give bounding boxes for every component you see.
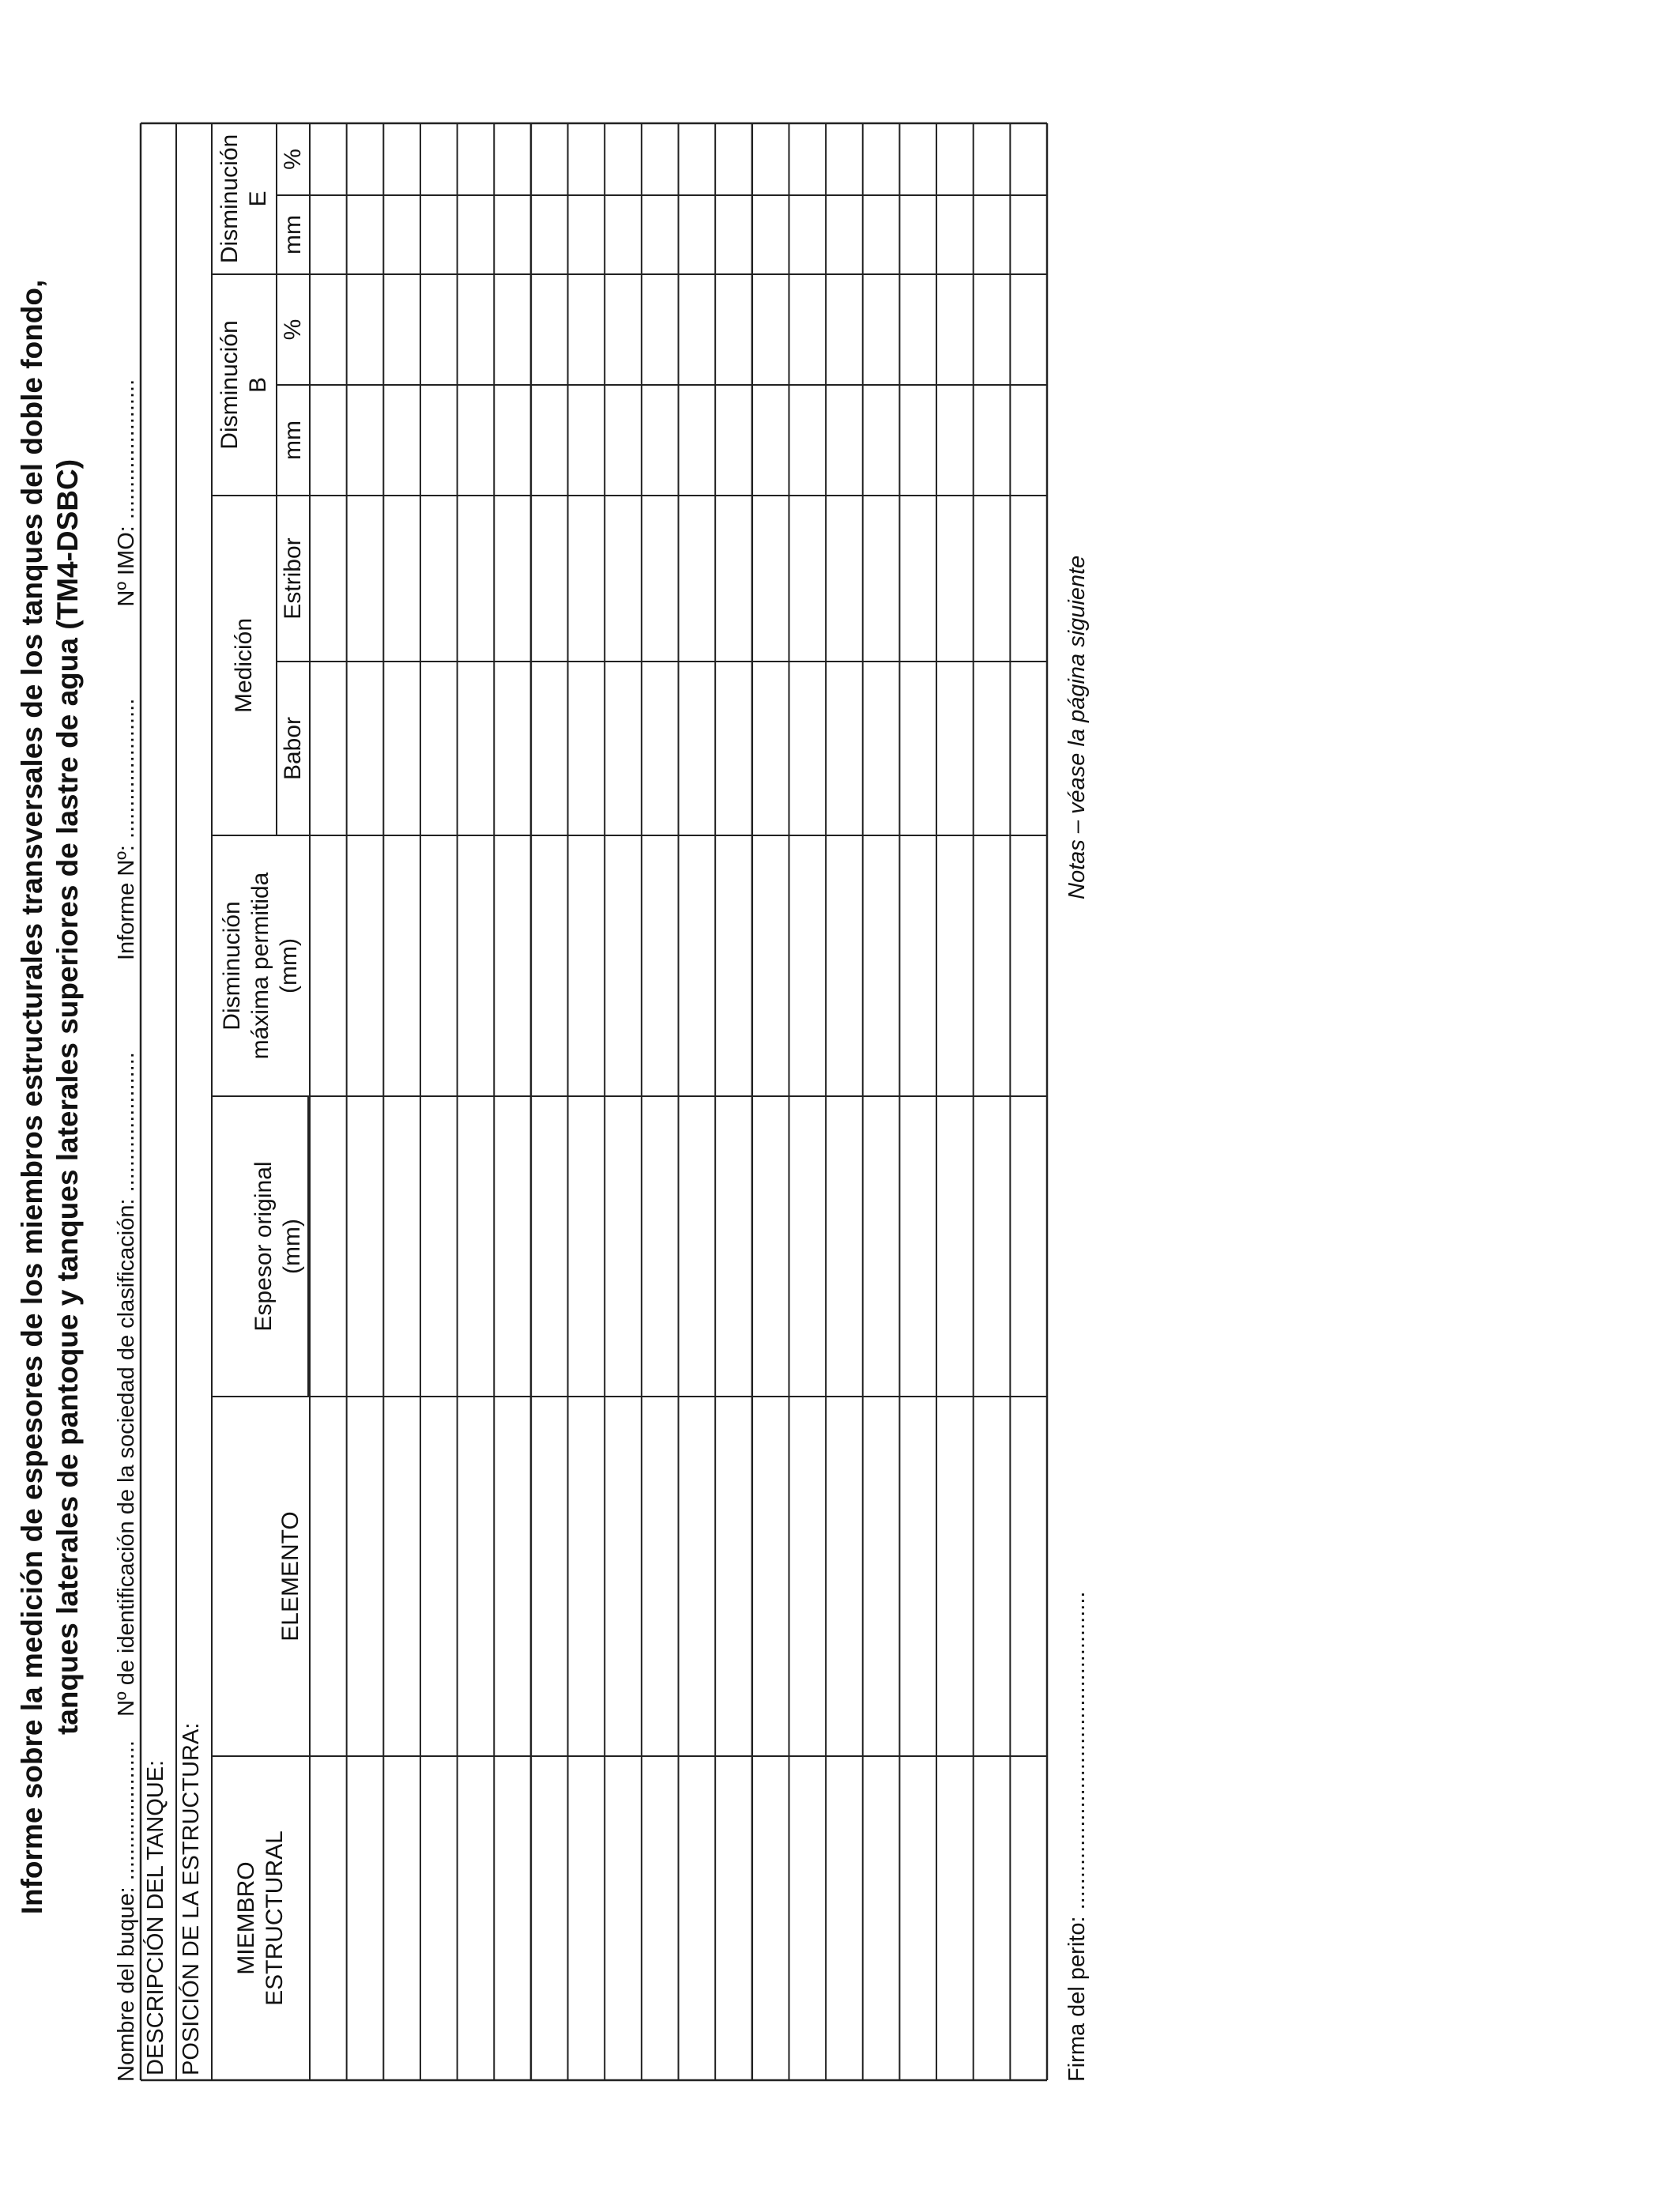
table-cell[interactable]: [974, 835, 1011, 1096]
table-cell[interactable]: [863, 123, 900, 195]
table-cell[interactable]: [642, 385, 679, 496]
table-cell[interactable]: [531, 1756, 568, 2080]
table-cell[interactable]: [936, 1397, 974, 1756]
table-cell[interactable]: [494, 274, 531, 385]
table-cell[interactable]: [899, 662, 936, 835]
table-cell[interactable]: [347, 274, 384, 385]
table-cell[interactable]: [936, 835, 974, 1096]
table-cell[interactable]: [974, 662, 1011, 835]
table-cell[interactable]: [679, 1756, 716, 2080]
table-cell[interactable]: [899, 123, 936, 195]
table-cell[interactable]: [568, 195, 605, 274]
table-cell[interactable]: [974, 1397, 1011, 1756]
table-cell[interactable]: [826, 195, 863, 274]
table-cell[interactable]: [1010, 123, 1047, 195]
table-cell[interactable]: [420, 1096, 458, 1397]
title-line-1: Informe sobre la medición de espesores de los miembros estructurales transversales de los tanques del doble fondo,: [16, 279, 48, 1915]
table-cell[interactable]: [605, 1096, 642, 1397]
table-cell[interactable]: [826, 123, 863, 195]
structure-position-label: POSICIÓN DE LA ESTRUCTURA:: [179, 1722, 204, 2075]
table-cell[interactable]: [899, 496, 936, 662]
table-cell[interactable]: [383, 1397, 420, 1756]
table-cell[interactable]: [420, 195, 458, 274]
table-cell[interactable]: [974, 496, 1011, 662]
table-cell[interactable]: [826, 496, 863, 662]
class-id-field[interactable]: ......................: [114, 1052, 139, 1193]
table-cell[interactable]: [826, 835, 863, 1096]
table-cell[interactable]: [974, 385, 1011, 496]
table-cell[interactable]: [1010, 496, 1047, 662]
table-cell[interactable]: [383, 662, 420, 835]
col-header-max-decrease: Disminución máxima permitida (mm): [219, 872, 302, 1060]
table-cell[interactable]: [752, 496, 789, 662]
table-cell[interactable]: [974, 1756, 1011, 2080]
table-cell[interactable]: [1010, 1096, 1047, 1397]
report-number-label: Informe Nº:: [114, 845, 139, 961]
table-cell[interactable]: [752, 1397, 789, 1756]
table-cell[interactable]: [752, 1096, 789, 1397]
table-cell[interactable]: [826, 1096, 863, 1397]
notes-reference: Notas – véase la página siguiente: [1064, 555, 1090, 899]
table-cell[interactable]: [531, 1096, 568, 1397]
table-cell[interactable]: [605, 195, 642, 274]
table-cell[interactable]: [494, 662, 531, 835]
table-cell[interactable]: [310, 123, 347, 195]
table-cell[interactable]: [310, 1756, 347, 2080]
table-cell[interactable]: [679, 1397, 716, 1756]
table-cell[interactable]: [826, 1397, 863, 1756]
table-cell[interactable]: [789, 662, 826, 835]
table-cell[interactable]: [383, 835, 420, 1096]
table-cell[interactable]: [494, 195, 531, 274]
imo-number-label: Nº IMO:: [114, 526, 139, 607]
table-cell[interactable]: [1010, 835, 1047, 1096]
table-cell[interactable]: [458, 1756, 495, 2080]
table-cell[interactable]: [1010, 195, 1047, 274]
table-cell[interactable]: [383, 195, 420, 274]
signature-field[interactable]: ..................................................: [1064, 1591, 1090, 1910]
table-cell[interactable]: [752, 835, 789, 1096]
table-cell[interactable]: [383, 1096, 420, 1397]
table-cell[interactable]: [789, 835, 826, 1096]
table-cell[interactable]: [715, 1756, 752, 2080]
table-cell[interactable]: [568, 1397, 605, 1756]
table-cell[interactable]: [605, 123, 642, 195]
table-cell[interactable]: [679, 123, 716, 195]
table-cell[interactable]: [642, 1397, 679, 1756]
table-cell[interactable]: [347, 835, 384, 1096]
table-cell[interactable]: [458, 195, 495, 274]
table-cell[interactable]: [789, 274, 826, 385]
table-cell[interactable]: [679, 1096, 716, 1397]
table-cell[interactable]: [531, 835, 568, 1096]
table-cell[interactable]: [310, 195, 347, 274]
signature-label: Firma del perito:: [1064, 1916, 1090, 2082]
table-cell[interactable]: [458, 662, 495, 835]
table-cell[interactable]: [789, 385, 826, 496]
table-cell[interactable]: [679, 195, 716, 274]
table-cell[interactable]: [347, 1397, 384, 1756]
table-cell[interactable]: [605, 662, 642, 835]
table-cell[interactable]: [605, 1756, 642, 2080]
table-cell[interactable]: [642, 496, 679, 662]
table-cell[interactable]: [383, 274, 420, 385]
table-cell[interactable]: [936, 123, 974, 195]
table-cell[interactable]: [568, 662, 605, 835]
table-cell[interactable]: [420, 385, 458, 496]
table-cell[interactable]: [642, 1096, 679, 1397]
table-cell[interactable]: [715, 1096, 752, 1397]
table-cell[interactable]: [752, 662, 789, 835]
table-cell[interactable]: [420, 1756, 458, 2080]
table-cell[interactable]: [899, 835, 936, 1096]
table-cell[interactable]: [568, 496, 605, 662]
table-cell[interactable]: [531, 274, 568, 385]
table-cell[interactable]: [568, 123, 605, 195]
table-cell[interactable]: [715, 662, 752, 835]
report-number-field[interactable]: ......................: [114, 698, 139, 839]
table-cell[interactable]: [383, 496, 420, 662]
table-cell[interactable]: [974, 195, 1011, 274]
table-cell[interactable]: [863, 662, 900, 835]
table-cell[interactable]: [752, 1756, 789, 2080]
ship-name-label: Nombre del buque:: [114, 1887, 139, 2082]
table-cell[interactable]: [679, 496, 716, 662]
table-cell[interactable]: [715, 123, 752, 195]
table-cell[interactable]: [568, 835, 605, 1096]
table-cell[interactable]: [494, 123, 531, 195]
table-cell[interactable]: [568, 274, 605, 385]
table-cell[interactable]: [863, 835, 900, 1096]
table-cell[interactable]: [605, 496, 642, 662]
table-cell[interactable]: [605, 274, 642, 385]
table-cell[interactable]: [826, 274, 863, 385]
table-cell[interactable]: [936, 662, 974, 835]
table-cell[interactable]: [789, 1096, 826, 1397]
table-cell[interactable]: [420, 123, 458, 195]
table-cell[interactable]: [347, 662, 384, 835]
table-cell[interactable]: [826, 662, 863, 835]
table-cell[interactable]: [974, 123, 1011, 195]
table-cell[interactable]: [752, 274, 789, 385]
table-cell[interactable]: [310, 835, 347, 1096]
table-cell[interactable]: [420, 835, 458, 1096]
table-cell[interactable]: [679, 835, 716, 1096]
table-cell[interactable]: [531, 496, 568, 662]
table-cell[interactable]: [863, 274, 900, 385]
col-header-structural-member: MIEMBRO ESTRUCTURAL: [233, 1830, 288, 2006]
table-cell[interactable]: [936, 385, 974, 496]
tank-description-label: DESCRIPCIÓN DEL TANQUE:: [143, 1759, 168, 2075]
table-cell[interactable]: [383, 385, 420, 496]
table-cell[interactable]: [458, 1096, 495, 1397]
table-cell[interactable]: [974, 274, 1011, 385]
table-cell[interactable]: [310, 1096, 347, 1397]
table-cell[interactable]: [789, 496, 826, 662]
table-cell[interactable]: [531, 123, 568, 195]
table-cell[interactable]: [936, 274, 974, 385]
surveyor-signature: [1064, 1592, 1090, 2082]
table-cell[interactable]: [863, 195, 900, 274]
col-header-original-thickness: Espesor original (mm): [250, 1161, 305, 1332]
table-cell[interactable]: [863, 385, 900, 496]
table-cell[interactable]: [715, 195, 752, 274]
col-header-decrease-b-pct: %: [280, 319, 306, 341]
table-cell[interactable]: [310, 385, 347, 496]
table-cell[interactable]: [347, 496, 384, 662]
table-cell[interactable]: [494, 1756, 531, 2080]
table-cell[interactable]: [347, 123, 384, 195]
table-cell[interactable]: [752, 123, 789, 195]
table-cell[interactable]: [936, 496, 974, 662]
table-cell[interactable]: [899, 1397, 936, 1756]
table-cell[interactable]: [789, 1756, 826, 2080]
table-cell[interactable]: [899, 385, 936, 496]
table-cell[interactable]: [494, 1397, 531, 1756]
col-header-decrease-b: Disminución B: [217, 320, 271, 450]
table-cell[interactable]: [715, 835, 752, 1096]
table-cell[interactable]: [1010, 274, 1047, 385]
table-cell[interactable]: [899, 1756, 936, 2080]
table-cell[interactable]: [347, 385, 384, 496]
col-header-decrease-e-mm: mm: [280, 215, 306, 254]
table-cell[interactable]: [1010, 1397, 1047, 1756]
table-cell[interactable]: [458, 496, 495, 662]
col-header-decrease-e-pct: %: [280, 149, 306, 170]
table-cell[interactable]: [494, 385, 531, 496]
table-cell[interactable]: [642, 835, 679, 1096]
table-cell[interactable]: [420, 496, 458, 662]
table-cell[interactable]: [642, 123, 679, 195]
table-cell[interactable]: [789, 123, 826, 195]
col-header-port: Babor: [280, 716, 306, 781]
col-header-decrease-e: Disminución E: [217, 134, 271, 264]
table-cell[interactable]: [605, 385, 642, 496]
table-cell[interactable]: [383, 123, 420, 195]
table-cell[interactable]: [531, 385, 568, 496]
table-cell[interactable]: [458, 274, 495, 385]
table-cell[interactable]: [531, 195, 568, 274]
table-cell[interactable]: [347, 1096, 384, 1397]
table-cell[interactable]: [458, 123, 495, 195]
table-cell[interactable]: [531, 1397, 568, 1756]
table-cell[interactable]: [715, 274, 752, 385]
table-cell[interactable]: [642, 1756, 679, 2080]
table-cell[interactable]: [863, 1756, 900, 2080]
col-header-starboard: Estribor: [280, 537, 306, 620]
table-cell[interactable]: [863, 1096, 900, 1397]
table-cell[interactable]: [936, 1096, 974, 1397]
table-cell[interactable]: [789, 195, 826, 274]
col-header-measurement: Medición: [231, 617, 257, 714]
table-cell[interactable]: [863, 1397, 900, 1756]
table-cell[interactable]: [936, 195, 974, 274]
table-cell[interactable]: [605, 1397, 642, 1756]
table-cell[interactable]: [974, 1096, 1011, 1397]
table-cell[interactable]: [310, 662, 347, 835]
table-cell[interactable]: [789, 1397, 826, 1756]
table-cell[interactable]: [531, 662, 568, 835]
table-cell[interactable]: [458, 1397, 495, 1756]
table-cell[interactable]: [310, 1397, 347, 1756]
table-cell[interactable]: [310, 496, 347, 662]
table-cell[interactable]: [568, 1096, 605, 1397]
table-cell[interactable]: [679, 385, 716, 496]
imo-number-field[interactable]: ......................: [114, 379, 139, 520]
table-cell[interactable]: [420, 662, 458, 835]
table-cell[interactable]: [826, 1756, 863, 2080]
table-cell[interactable]: [568, 385, 605, 496]
table-cell[interactable]: [347, 195, 384, 274]
table-cell[interactable]: [458, 385, 495, 496]
table-cell[interactable]: [899, 274, 936, 385]
table-cell[interactable]: [420, 274, 458, 385]
table-cell[interactable]: [899, 1096, 936, 1397]
table-cell[interactable]: [679, 274, 716, 385]
table-cell[interactable]: [642, 274, 679, 385]
table-cell[interactable]: [1010, 662, 1047, 835]
table-cell[interactable]: [936, 1756, 974, 2080]
table-cell[interactable]: [752, 195, 789, 274]
table-cell[interactable]: [494, 496, 531, 662]
table-cell[interactable]: [310, 274, 347, 385]
table-cell[interactable]: [642, 195, 679, 274]
table-cell[interactable]: [347, 1756, 384, 2080]
class-id-label: Nº de identificación de la sociedad de clasificación:: [114, 1198, 139, 1717]
table-cell[interactable]: [458, 835, 495, 1096]
table-cell[interactable]: [494, 1096, 531, 1397]
table-cell[interactable]: [605, 835, 642, 1096]
table-cell[interactable]: [863, 496, 900, 662]
col-header-element: ELEMENTO: [277, 1511, 303, 1642]
table-cell[interactable]: [899, 195, 936, 274]
table-cell[interactable]: [494, 835, 531, 1096]
table-cell[interactable]: [715, 1397, 752, 1756]
title-line-2: tanques laterales de pantoque y tanques laterales superiores de lastre de agua (TM4-DSBC): [51, 458, 84, 1736]
table-cell[interactable]: [715, 385, 752, 496]
table-cell[interactable]: [642, 662, 679, 835]
table-cell[interactable]: [679, 662, 716, 835]
table-cell[interactable]: [752, 385, 789, 496]
table-cell[interactable]: [715, 496, 752, 662]
ship-name-field[interactable]: ......................: [114, 1740, 139, 1881]
table-cell[interactable]: [1010, 385, 1047, 496]
table-cell[interactable]: [1010, 1756, 1047, 2080]
table-cell[interactable]: [383, 1756, 420, 2080]
table-cell[interactable]: [420, 1397, 458, 1756]
table-cell[interactable]: [568, 1756, 605, 2080]
table-cell[interactable]: [826, 385, 863, 496]
col-header-decrease-b-mm: mm: [280, 420, 306, 460]
